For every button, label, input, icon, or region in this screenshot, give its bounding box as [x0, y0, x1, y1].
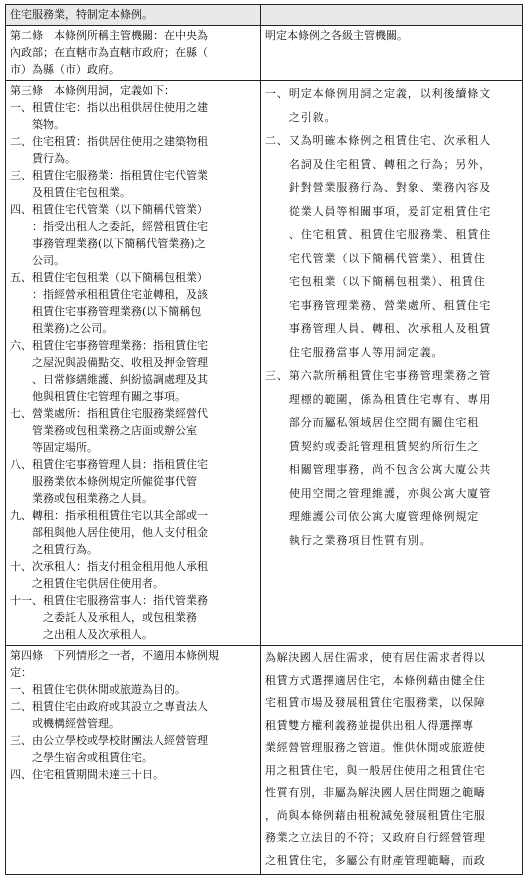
text-line: 第二條 本條例所稱主管機關：在中央為	[10, 29, 208, 42]
table-row-article-4	[6, 646, 523, 875]
text-line: 務業之立法目的不符；又政府自行經營管理	[265, 831, 486, 844]
text-line: 用之租賃住宅，與一般居住使用之租賃住宅	[265, 763, 486, 777]
item-marker: 一、	[265, 87, 289, 100]
text-line: 部分而屬私領域居住空間有關住宅租	[288, 416, 480, 429]
item-marker: 七、	[10, 407, 32, 420]
text-line: 住宅租賃期間未達三十日。	[32, 768, 164, 781]
list-item	[10, 167, 256, 201]
item-marker: 四、	[10, 203, 32, 216]
article-4-text	[6, 646, 261, 875]
table-row-continuation	[6, 5, 523, 26]
comparison-table	[5, 4, 523, 875]
text-line	[265, 6, 518, 23]
text-line: ：指受出租人之委託，經營租賃住宅	[32, 220, 208, 233]
text-line: 租賃住宅事務管理人員：指租賃住宅	[32, 458, 208, 471]
text-line: 名詞及住宅租賃、轉租之行為；另外，	[288, 157, 492, 171]
list-item	[10, 732, 256, 766]
item-marker: 一、	[10, 683, 32, 696]
text-line: 次承租人：指支付租金租用他人承租	[32, 560, 208, 573]
item-marker: 三、	[10, 734, 32, 747]
item-text	[32, 133, 256, 167]
item-text	[32, 766, 256, 783]
item-text	[32, 681, 256, 698]
item-marker: 十一、	[10, 594, 43, 607]
text-line: 租賃住宅供休閒或旅遊為目的。	[32, 683, 186, 696]
item-text	[32, 337, 256, 405]
text-line: 服務業依本條例規定所僱從事代管	[32, 475, 197, 488]
list-item	[265, 129, 518, 364]
text-line: 租賃住宅包租業（以下簡稱包租業）	[32, 271, 208, 284]
article-3-text	[6, 81, 261, 646]
list-item	[10, 766, 256, 783]
text-line: 租賃雙方權利義務並提供出租人得選擇專	[265, 718, 474, 732]
item-text	[32, 201, 256, 269]
text-line: 理標的範圍，係為租賃住宅專有、專用	[288, 392, 492, 406]
item-text	[32, 167, 256, 201]
text-line: 、住宅租賃、租賃住宅服務業、租賃住	[288, 228, 492, 241]
item-text	[32, 698, 256, 732]
text-line: 賃契約或委託管理租賃契約所衍生之	[288, 439, 480, 453]
text-line: 又為明確本條例之租賃住宅、次承租人	[288, 134, 492, 147]
text-line: 等固定場所。	[32, 441, 98, 454]
text-line: 之引敘。	[288, 110, 337, 124]
item-text	[289, 82, 518, 129]
text-line: 及租賃住宅包租業。	[32, 186, 131, 199]
text-line: 內政部；在直轄市為直轄市政府；在縣（	[10, 46, 208, 59]
text-line: 之委託人及承租人，或包租業務	[43, 611, 197, 624]
text-line: 築物。	[32, 118, 65, 131]
text-line: 使用空間之管理維護，亦與公寓大廈管	[288, 486, 492, 500]
text-line: 事務管理業務(以下簡稱代管業務)之	[32, 237, 206, 250]
item-text	[289, 364, 518, 552]
article-3-heading: 第三條 本條例用詞，定義如下：	[10, 84, 175, 97]
text-line: 事務管理人員、轉租、次承租人及租賃	[288, 322, 492, 335]
text-line: 相關管理事務，尚不包含公寓大廈公共	[288, 463, 492, 476]
list-item	[10, 337, 256, 405]
text-line: 宅包租業（以下簡稱包租業）、租賃住	[288, 275, 486, 288]
item-text	[32, 99, 256, 133]
text-line: 之出租人及次承租人。	[43, 628, 153, 641]
text-line: 第六款所稱租賃住宅事務管理業務之管	[288, 369, 492, 382]
item-marker: 五、	[10, 271, 32, 284]
item-marker: 六、	[10, 339, 32, 352]
list-item	[10, 133, 256, 167]
item-text	[32, 456, 256, 507]
text-line: 租賃住宅事務管理業務(以下簡稱包	[32, 305, 202, 318]
text-line: 住宅服務業，特制定本條例。	[10, 8, 153, 21]
text-line: 理維護公司依公寓大廈管理條例規定	[288, 510, 480, 523]
text-line: 明定本條例之各級主管機關。	[265, 29, 408, 42]
list-item	[10, 269, 256, 337]
text-line: 租賃住宅由政府或其設立之專責法人	[32, 700, 208, 713]
right-cell-continuation	[261, 5, 523, 26]
article-3-explanation-list	[265, 82, 518, 552]
text-line: 住宅租賃：指供居住使用之建築物租	[32, 135, 208, 148]
item-text	[32, 269, 256, 337]
text-line: 賃行為。	[32, 152, 76, 165]
item-marker: 九、	[10, 509, 32, 522]
text-line: 他與租賃住宅管理有關之事項。	[32, 390, 186, 403]
list-item	[10, 592, 256, 643]
text-line: 租賃住宅事務管理業務：指租賃住宅	[32, 339, 208, 352]
item-marker: 三、	[10, 169, 32, 182]
list-item	[265, 364, 518, 552]
list-item	[10, 698, 256, 732]
item-marker: 二、	[265, 134, 289, 147]
table-row-article-2	[6, 26, 523, 81]
article-4-exclusion-list	[10, 681, 256, 783]
item-marker: 二、	[10, 135, 32, 148]
item-text	[32, 558, 256, 592]
text-line: 從業人員等相關事項，爰訂定租賃住宅	[288, 204, 492, 218]
list-item	[10, 681, 256, 698]
text-line: ，尚與本條例藉由租稅減免發展租賃住宅服	[265, 808, 486, 822]
item-marker: 十、	[10, 560, 32, 573]
item-text	[32, 507, 256, 558]
article-4-heading	[10, 647, 256, 681]
list-item	[10, 558, 256, 592]
item-marker: 八、	[10, 458, 32, 471]
left-cell-continuation	[6, 5, 261, 26]
list-item	[10, 507, 256, 558]
text-line: 針對營業服務行為、對象、業務內容及	[288, 181, 492, 194]
text-line: 部租與他人居住使用，他人支付租金	[32, 526, 208, 539]
text-line: 市）為縣（市）政府。	[10, 63, 120, 76]
text-line: 宅租賃市場及發展租賃住宅服務業，以保障	[265, 696, 486, 709]
text-line: 營業處所：指租賃住宅服務業經營代	[32, 407, 208, 420]
list-item	[10, 201, 256, 269]
text-line: 明定本條例用詞之定義，以利後續條文	[288, 87, 492, 100]
text-line: 租賃住宅：指以出租供居住使用之建	[32, 101, 208, 114]
list-item	[10, 405, 256, 456]
text-line: 之學生宿舍或租賃住宅。	[32, 751, 153, 764]
item-marker: 二、	[10, 700, 32, 713]
text-line: 公司。	[32, 254, 65, 267]
text-line: 由公立學校或學校財團法人經營管理	[32, 734, 208, 747]
text-line: 轉租：指承租租賃住宅以其全部或一	[32, 509, 208, 522]
list-item	[265, 82, 518, 129]
text-line: 租賃住宅服務業：指租賃住宅代管業	[32, 169, 208, 182]
text-line: 租業務)之公司。	[32, 322, 114, 335]
text-line: 宅事務管理業務、營業處所、租賃住宅	[288, 298, 492, 312]
text-line: 第四條 下列情形之一者，不適用本條例規	[10, 649, 219, 662]
text-line: 業務或包租業務之人員。	[32, 492, 153, 505]
text-line: 為解決國人居住需求，使有居住需求者得以	[265, 651, 486, 664]
text-line: 租賃住宅代管業（以下簡稱代管業）	[32, 203, 208, 216]
item-text	[43, 592, 256, 643]
text-line: 之屋況與設備點交、收租及押金管理	[32, 356, 208, 369]
item-marker: 四、	[10, 768, 32, 781]
text-line: 住宅服務當事人等用詞定義。	[288, 345, 444, 359]
item-text	[32, 732, 256, 766]
item-text	[32, 405, 256, 456]
text-line: 執行之業務項目性質有別。	[288, 533, 432, 547]
table-row-article-3	[6, 81, 523, 646]
list-item	[10, 456, 256, 507]
item-marker: 一、	[10, 101, 32, 114]
item-marker: 三、	[265, 369, 289, 382]
article-2-text	[6, 26, 261, 81]
article-3-explanation	[261, 81, 523, 646]
article-4-explanation-paragraph	[265, 647, 518, 872]
text-line: 之租賃住宅供居住使用者。	[32, 577, 164, 590]
text-line: 管業務或包租業務之店面或辦公室	[32, 424, 197, 437]
text-line: 之租賃住宅，多屬公有財產管理範疇，而政	[265, 853, 486, 867]
article-3-definition-list	[10, 99, 256, 643]
text-line: 定：	[10, 666, 32, 679]
list-item	[10, 99, 256, 133]
article-4-explanation	[261, 646, 523, 875]
text-line: 性質有別，非屬為解決國人居住問題之範疇	[265, 786, 486, 799]
text-line: 之租賃行為。	[32, 543, 98, 556]
text-line: 租賃住宅服務當事人：指代管業務	[43, 594, 208, 607]
text-line: 、日常修繕維護、糾紛協調處理及其	[32, 373, 208, 386]
text-line: 租賃方式選擇適居住宅，本條例藉由健全住	[265, 673, 486, 687]
item-text	[289, 129, 518, 364]
text-line: ：指經營承租租賃住宅並轉租，及該	[32, 288, 208, 301]
text-line: 業經營管理服務之管道。惟供休閒或旅遊使	[265, 741, 486, 754]
text-line: 宅代管業（以下簡稱代管業）、租賃住	[288, 251, 486, 265]
text-line: 或機構經營管理。	[32, 717, 120, 730]
article-2-explanation	[261, 26, 523, 81]
